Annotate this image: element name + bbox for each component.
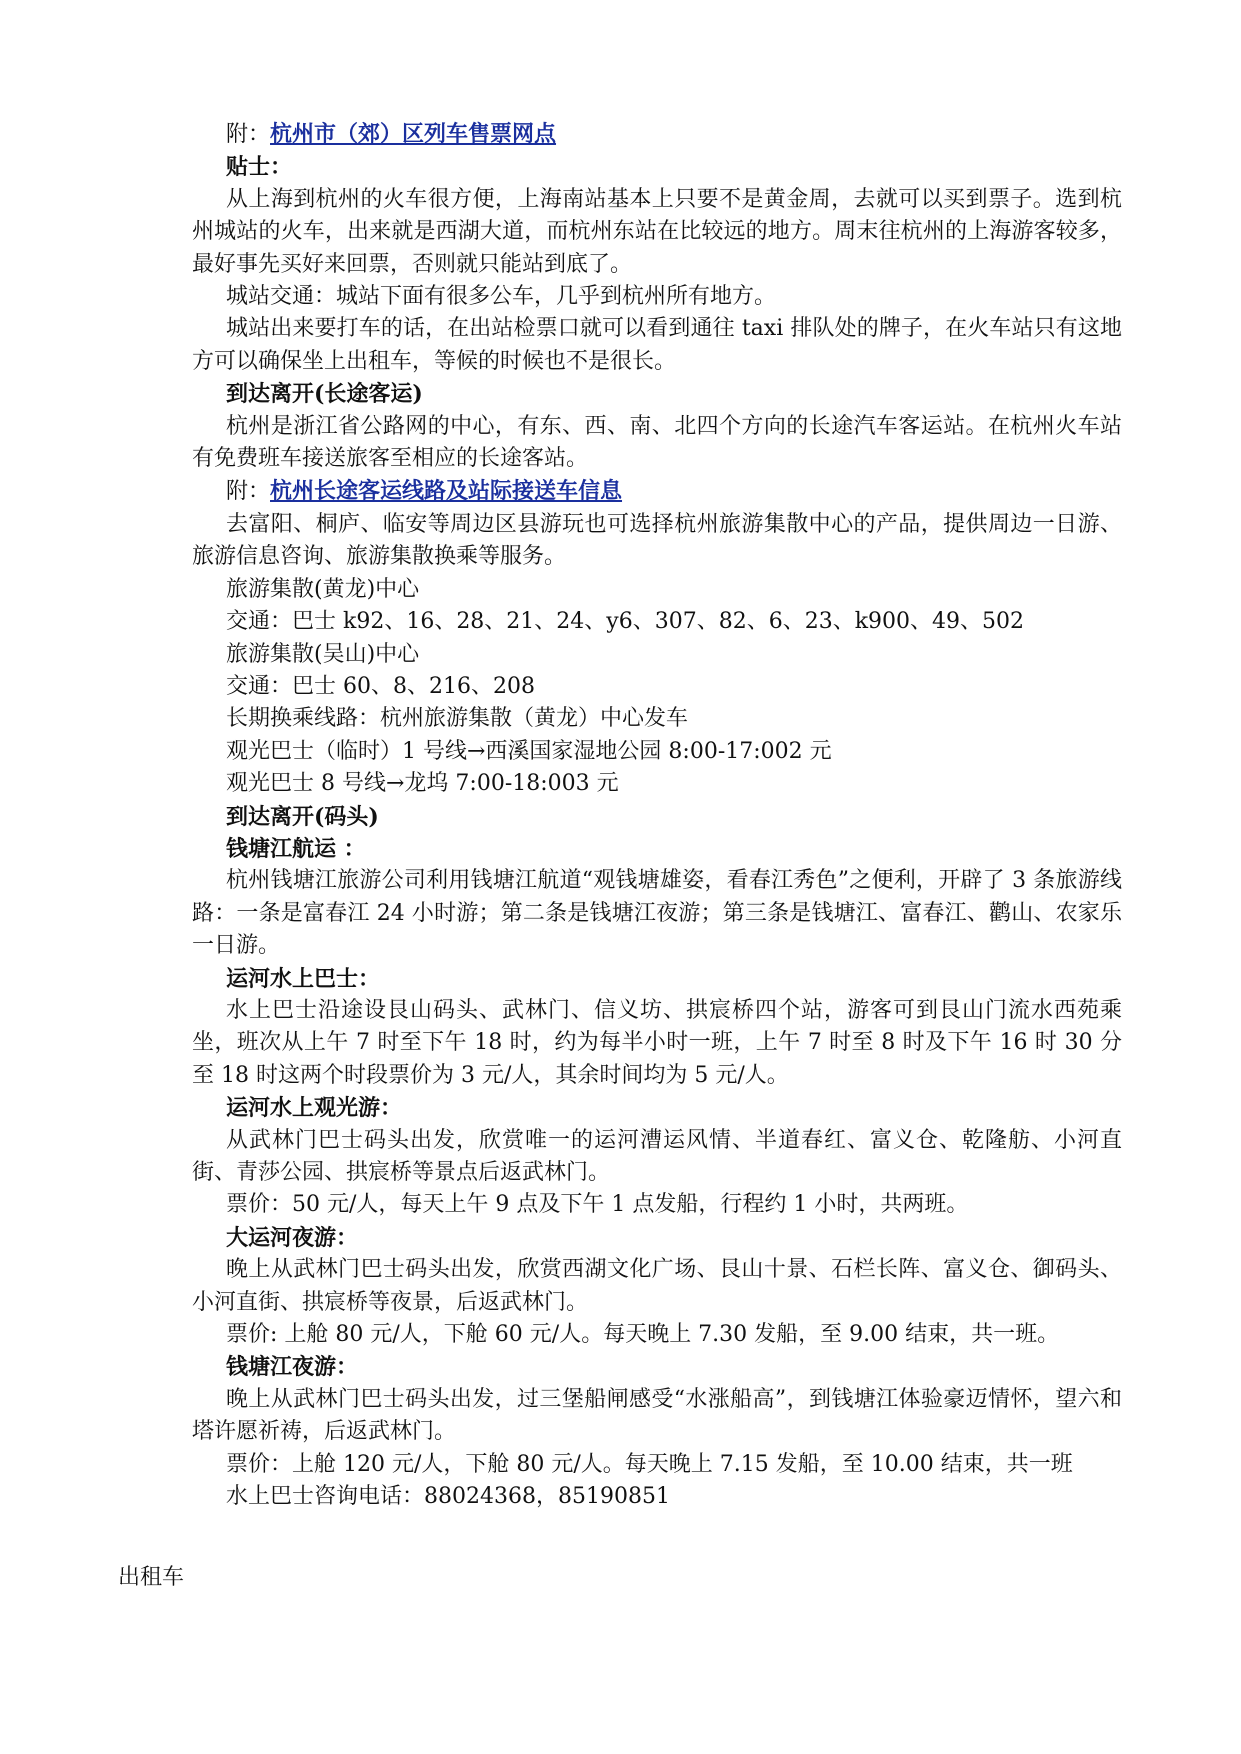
- paragraph-qiantang-shipping: 杭州钱塘江旅游公司利用钱塘江航道“观钱塘雄姿，看春江秀色”之便利，开辟了 3 条旅游线路：一条是富春江 24 小时游；第二条是钱塘江夜游；第三条是钱塘江、富春江、鹳山、农家乐一日游。: [192, 868, 1122, 959]
- paragraph-canal-night: 晚上从武林门巴士码头出发，欣赏西湖文化广场、艮山十景、石栏长阵、富义仓、御码头、小河直街、拱宸桥等夜景，后返武林门。: [192, 1257, 1122, 1315]
- paragraph-train: 从上海到杭州的火车很方便，上海南站基本上只要不是黄金周，去就可以买到票子。选到杭州城站的火车，出来就是西湖大道，而杭州东站在比较远的地方。周末往杭州的上海游客较多，最好事先买好来回票，否则就只能站到底了。: [192, 186, 1122, 277]
- paragraph-coach: 杭州是浙江省公路网的中心，有东、西、南、北四个方向的长途汽车客运站。在杭州火车站有免费班车接送旅客至相应的长途客站。: [192, 413, 1122, 472]
- heading-qiantang-night: 钱塘江夜游：: [226, 1354, 359, 1381]
- appendix-prefix: 附：: [226, 479, 271, 505]
- line-water-bus-phone: 水上巴士咨询电话：88024368，85190851: [226, 1484, 670, 1510]
- paragraph-canal-tour: 从武林门巴士码头出发，欣赏唯一的运河漕运风情、半道春红、富义仓、乾隆舫、小河直街、青莎公园、拱宸桥等景点后返武林门。: [192, 1127, 1122, 1185]
- paragraph-qiantang-night-price: 票价：上舱 120 元/人，下舱 80 元/人。每天晚上 7.15 发船，至 10.00 结束，共一班: [226, 1451, 1073, 1477]
- appendix-line-coach-routes: [192, 475, 1122, 508]
- link-coach-routes[interactable]: 杭州长途客运线路及站际接送车信息: [270, 478, 623, 505]
- line-canal-tour-price: 票价：50 元/人，每天上午 9 点及下午 1 点发船，行程约 1 小时，共两班。: [226, 1192, 969, 1218]
- link-train-ticket-outlets[interactable]: 杭州市（郊）区列车售票网点: [270, 121, 557, 147]
- heading-canal-night: 大运河夜游：: [226, 1224, 359, 1251]
- paragraph-city-station: 城站交通：城站下面有很多公车，几乎到杭州所有地方。: [226, 284, 777, 310]
- paragraph-water-bus: 水上巴士沿途设艮山码头、武林门、信义坊、拱宸桥四个站，游客可到艮山门流水西苑乘坐，班次从上午 7 时至下午 18 时，约为每半小时一班，上午 7 时至 8 时及下午 16 时 30 分至 18 时这两个时段票价为 3 元/人，其余时间均为 5 元/人。: [192, 997, 1122, 1088]
- heading-long-distance-coach: 到达离开(长途客运): [226, 381, 423, 408]
- heading-water-bus: 运河水上巴士：: [226, 965, 381, 992]
- line-huanglong-center: 旅游集散(黄龙)中心: [226, 576, 420, 602]
- heading-pier: 到达离开(码头): [226, 803, 379, 830]
- line-wushan-bus: 交通：巴士 60、8、216、208: [226, 673, 535, 699]
- appendix-prefix: 附：: [226, 122, 271, 147]
- paragraph-qiantang-night: 晚上从武林门巴士码头出发，过三堡船闸感受“水涨船高”，到钱塘江体验豪迈情怀，望六和塔许愿祈祷，后返武林门。: [192, 1386, 1122, 1445]
- line-transfer-routes: 长期换乘线路：杭州旅游集散（黄龙）中心发车: [226, 706, 689, 732]
- paragraph-distribution-center: 去富阳、桐庐、临安等周边区县游玩也可选择杭州旅游集散中心的产品，提供周边一日游、旅游信息咨询、旅游集散换乘等服务。: [192, 511, 1122, 570]
- line-wushan-center: 旅游集散(吴山)中心: [226, 641, 420, 667]
- line-huanglong-bus: 交通：巴士 k92、16、28、21、24、y6、307、82、6、23、k900、49、502: [226, 609, 1025, 635]
- appendix-line-train-tickets: [192, 118, 1122, 151]
- line-sightseeing-bus-1: 观光巴士（临时）1 号线→西溪国家湿地公园 8:00-17:002 元: [226, 738, 832, 764]
- tips-heading: 贴士：: [226, 154, 293, 181]
- heading-qiantang-shipping: 钱塘江航运 ：: [226, 835, 366, 862]
- line-sightseeing-bus-8: 观光巴士 8 号线→龙坞 7:00-18:003 元: [226, 771, 619, 797]
- heading-canal-tour: 运河水上观光游：: [226, 1095, 403, 1122]
- document-body: [192, 118, 1122, 1513]
- paragraph-taxi-tip: 城站出来要打车的话，在出站检票口就可以看到通往 taxi 排队处的牌子，在火车站只有这地方可以确保坐上出租车，等候的时候也不是很长。: [192, 316, 1122, 374]
- heading-taxi: 出租车: [118, 1565, 185, 1590]
- line-canal-night-price: 票价: 上舱 80 元/人，下舱 60 元/人。每天晚上 7.30 发船，至 9.00 结束，共一班。: [226, 1322, 1060, 1348]
